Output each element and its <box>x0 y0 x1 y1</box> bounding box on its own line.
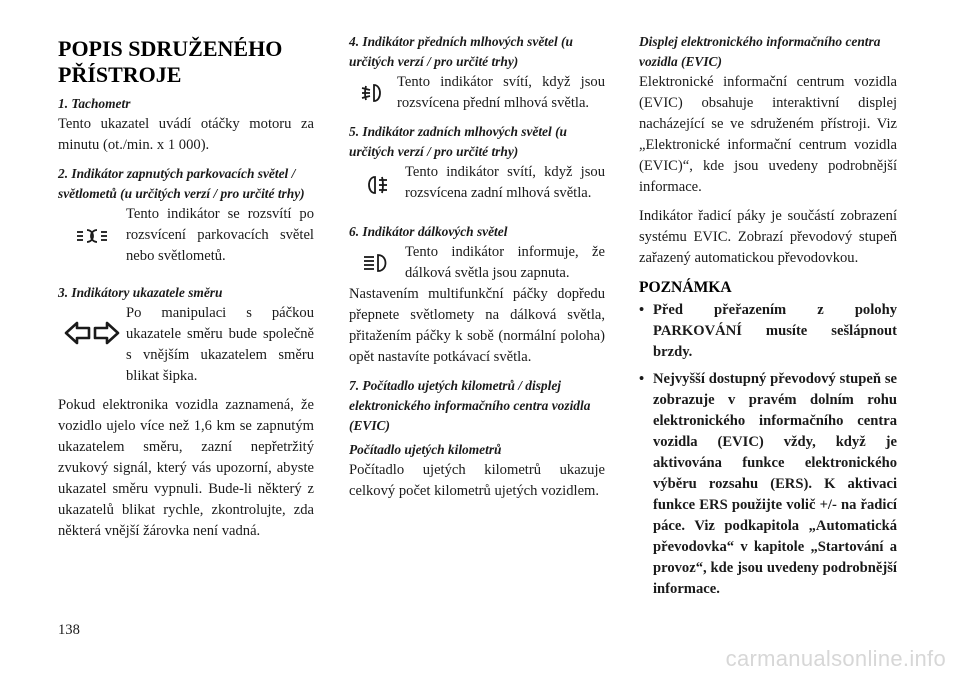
section-6-text: Tento indikátor informuje, že dálková světla jsou zapnuta. <box>405 244 605 281</box>
section-7-text: Počítadlo ujetých kilometrů ukazuje celkový počet kilometrů ujetých vozidlem. <box>349 462 605 499</box>
watermark: carmanualsonline.info <box>725 646 946 671</box>
rear-fog-light-icon <box>349 162 405 208</box>
evic-paragraph-2: Indikátor řadicí páky je součástí zobrazení systému EVIC. Zobrazí převodový stupeň zařazený automatickou převodovkou. <box>639 208 897 266</box>
section-2-text: Tento indikátor se rozsvítí po rozsvícení parkovacích světel nebo světlometů. <box>126 206 314 264</box>
section-4-block <box>349 72 605 114</box>
column-right <box>639 32 897 600</box>
section-7-subheading: Počítadlo ujetých kilometrů <box>349 442 502 457</box>
section-3-text-2: Pokud elektronika vozidla zaznamená, že vozidlo ujelo více než 1,6 km se zapnutým ukazatelem směru, zazní nepřetržitý zvukový signál, který vás upozorní, abyste ukazatel směru vypnuli. Bude-li některý z ukazatelů blikat rychle, zkontrolujte, zda některá vnější žárovka není vadná. <box>58 397 314 539</box>
front-fog-light-icon <box>349 72 397 114</box>
evic-heading: Displej elektronického informačního centra vozidla (EVIC) <box>639 34 881 69</box>
section-1-text: Tento ukazatel uvádí otáčky motoru za minutu (ot./min. x 1 000). <box>58 116 314 153</box>
section-3-text: Po manipulaci s páčkou ukazatele směru bude společně s vnějším ukazatelem směru blikat šipka. <box>126 305 314 384</box>
note-item: • Před přeřazením z polohy PARKOVÁNÍ musíte sešlápnout brzdy. <box>639 300 897 363</box>
section-7-heading: 7. Počítadlo ujetých kilometrů / displej elektronického informačního centra vozidla (EVIC) <box>349 378 591 433</box>
section-5-text: Tento indikátor svítí, když jsou rozsvícena zadní mlhová světla. <box>405 164 605 201</box>
section-3-block <box>58 303 314 387</box>
section-6-heading: 6. Indikátor dálkových světel <box>349 224 508 239</box>
note-item: • Nejvyšší dostupný převodový stupeň se zobrazuje v pravém dolním rohu elektronického informačního centra vozidla (EVIC) vždy, když je aktivována funkce elektronického výběru rozsahu (ERS). K aktivaci funkce ERS použijte volič +/- na řadicí páce. Viz podkapitola „Automatická převodovka“ v kapitole „Startování a provoz“, kde jsou uvedeny podrobnější informace. <box>639 369 897 600</box>
page-number: 138 <box>58 622 80 638</box>
section-5-heading: 5. Indikátor zadních mlhových světel (u určitých verzí / pro určité trhy) <box>349 124 567 159</box>
section-1-heading: 1. Tachometr <box>58 96 131 111</box>
evic-paragraph-1: Elektronické informační centrum vozidla (EVIC) obsahuje interaktivní displej nacházející se ve sdruženém přístroji. Viz „Elektronické informační centrum vozidla (EVIC)“, kde jsou uvedeny podrobnější informace. <box>639 74 897 195</box>
section-6-block <box>349 242 605 284</box>
section-6-text-2: Nastavením multifunkční páčky dopředu přepnete světlomety na dálková světla, přitažením páčky k sobě (normální poloha) opět nastavíte potkávací světla. <box>349 286 605 365</box>
high-beam-icon <box>349 242 405 284</box>
parking-lights-icon <box>58 204 126 267</box>
column-left <box>58 32 314 542</box>
note-title: POZNÁMKA <box>639 279 732 296</box>
section-2-heading: 2. Indikátor zapnutých parkovacích světel / světlometů (u určitých verzí / pro určité trhy) <box>58 166 305 201</box>
section-4-heading: 4. Indikátor předních mlhových světel (u určitých verzí / pro určité trhy) <box>349 34 573 69</box>
page-title: POPIS SDRUŽENÉHO PŘÍSTROJE <box>58 36 283 87</box>
note-list <box>639 300 897 600</box>
section-5-block <box>349 162 605 208</box>
section-3-heading: 3. Indikátory ukazatele směru <box>58 285 223 300</box>
column-middle <box>349 32 605 502</box>
turn-signal-arrows-icon <box>58 303 126 363</box>
section-4-text: Tento indikátor svítí, když jsou rozsvícena přední mlhová světla. <box>397 74 605 111</box>
section-2-block <box>58 204 314 267</box>
